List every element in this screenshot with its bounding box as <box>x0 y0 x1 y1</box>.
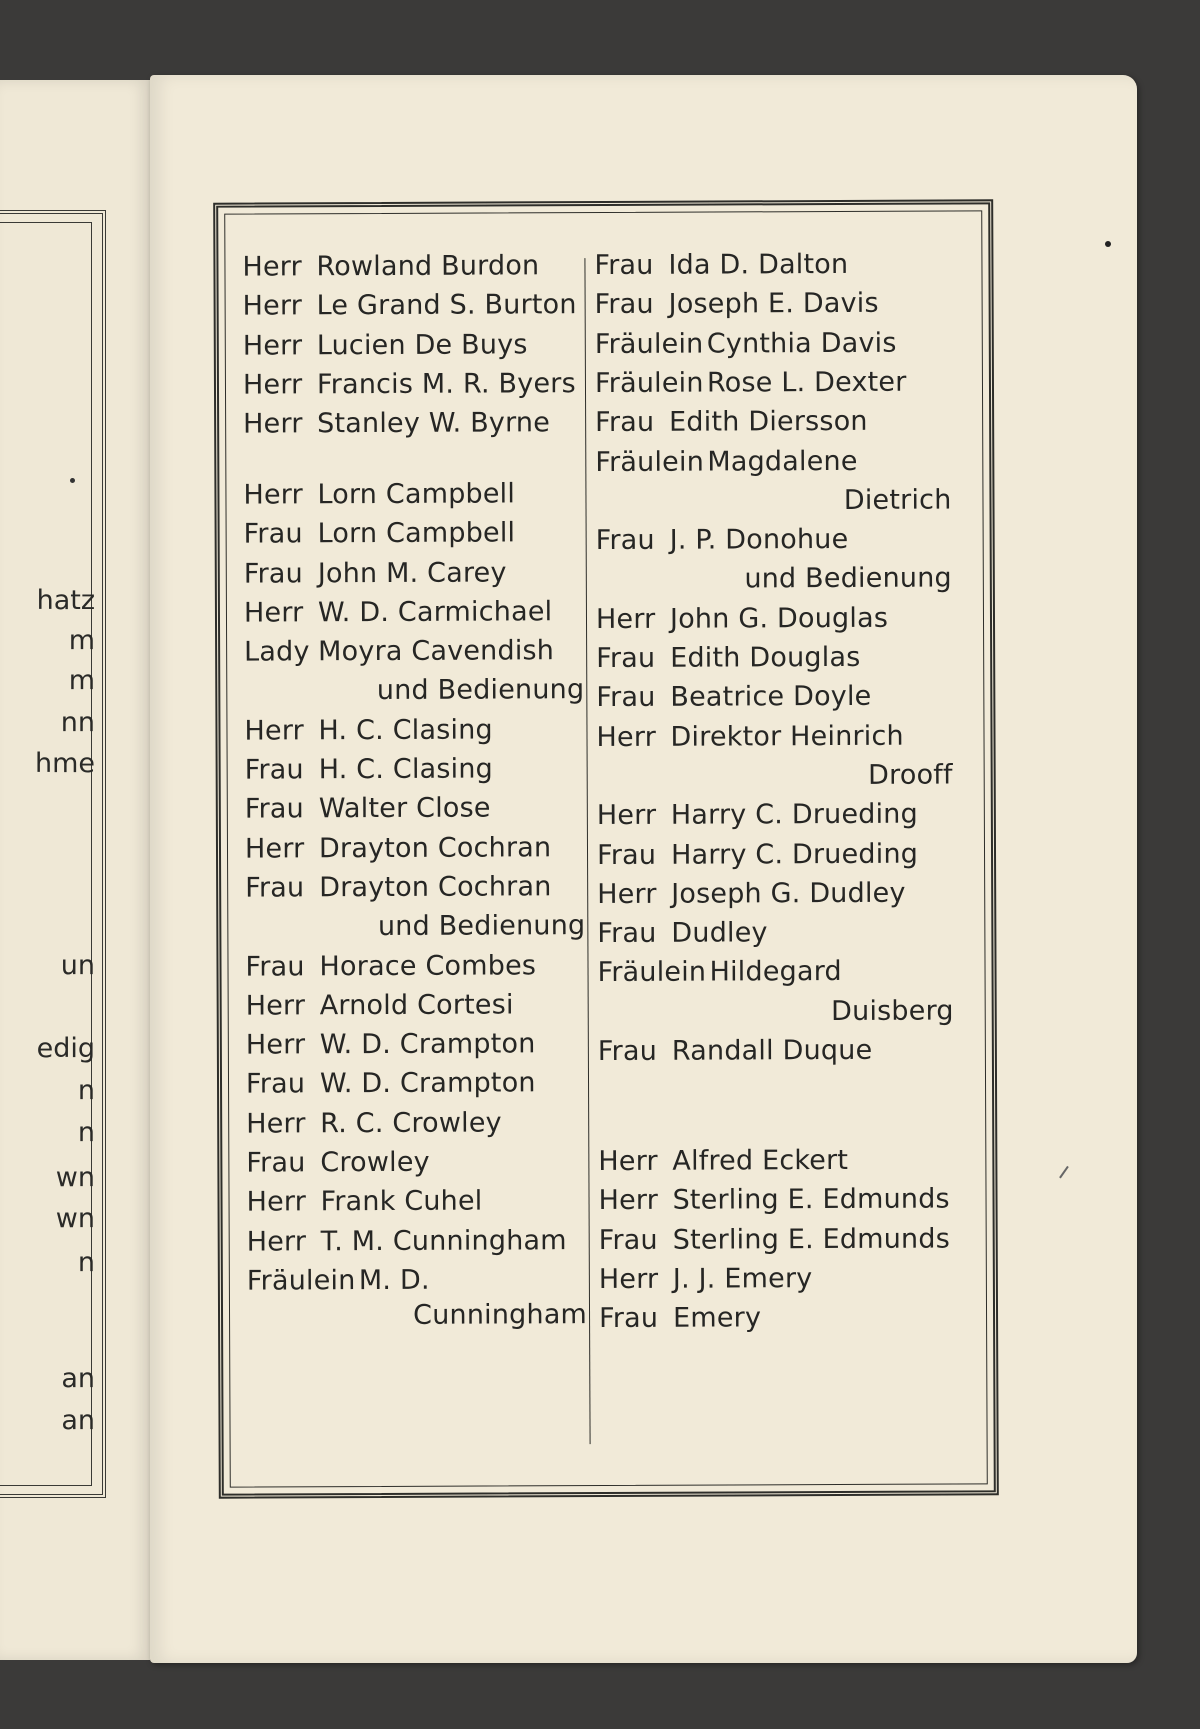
fragment-text: hme <box>34 748 95 779</box>
passenger-name: Moyra Cavendish <box>318 635 555 668</box>
fragment-text: m <box>68 625 95 656</box>
passenger-name: Alfred Eckert <box>672 1144 849 1177</box>
left-page-fragment <box>0 625 95 656</box>
passenger-entry <box>597 832 953 877</box>
passenger-title: Frau <box>243 557 303 590</box>
passenger-title: Frau <box>244 754 304 786</box>
passenger-name: Arnold Cortesi <box>319 989 514 1022</box>
passenger-entry <box>597 793 953 838</box>
passenger-name: Cunningham <box>413 1299 588 1332</box>
fragment-text: n <box>77 1075 95 1106</box>
fragment-text: n <box>77 1247 95 1278</box>
passenger-entry <box>595 360 951 405</box>
passenger-title: Frau <box>597 1035 658 1068</box>
passenger-title: Herr <box>246 1108 306 1140</box>
passenger-entry <box>595 282 951 327</box>
passenger-entry <box>599 1256 955 1301</box>
passenger-entry <box>242 244 582 288</box>
passenger-entry <box>596 675 952 720</box>
left-page-fragment <box>0 748 95 779</box>
left-page-fragment <box>0 665 95 696</box>
passenger-title: Frau <box>597 917 657 950</box>
passenger-entry <box>243 401 583 445</box>
left-page-fragment <box>0 1247 95 1278</box>
passenger-title: Herr <box>598 1145 658 1178</box>
passenger-title: Frau <box>596 642 656 675</box>
passenger-name: Frank Cuhel <box>320 1185 483 1218</box>
passenger-entry <box>597 950 953 995</box>
passenger-name: Rowland Burdon <box>316 250 540 283</box>
passenger-entry <box>244 708 584 752</box>
passenger-name: Dietrich <box>843 484 952 516</box>
passenger-title: Frau <box>245 1068 306 1101</box>
left-page-fragment <box>0 1363 95 1394</box>
passenger-name: und Bedienung <box>377 910 586 943</box>
passenger-entry <box>246 1140 586 1184</box>
fragment-text: m <box>68 665 95 696</box>
passenger-name: Lorn Campbell <box>317 478 516 511</box>
fragment-text: an <box>61 1405 95 1436</box>
passenger-name: J. J. Emery <box>672 1263 813 1295</box>
passenger-title: Fräulein <box>595 446 705 478</box>
passenger-name: Drayton Cochran <box>318 831 552 864</box>
fragment-text: un <box>60 950 95 981</box>
passenger-entry <box>594 242 950 287</box>
passenger-entry <box>245 826 585 870</box>
passenger-title: Frau <box>594 249 654 282</box>
passenger-name: Horace Combes <box>319 949 537 982</box>
left-page-fragment <box>0 950 95 981</box>
passenger-name: W. D. Crampton <box>319 1067 536 1100</box>
passenger-entry <box>244 629 584 673</box>
passenger-entry <box>244 669 584 713</box>
passenger-entry <box>245 747 585 791</box>
passenger-entry <box>599 1217 955 1262</box>
passenger-name: W. D. Carmichael <box>317 596 553 629</box>
passenger-name: Lucien De Buys <box>316 328 528 361</box>
passenger-entry <box>597 753 953 798</box>
passenger-title: Herr <box>246 1186 307 1218</box>
passenger-entry <box>596 518 952 563</box>
passenger-entry <box>243 362 583 406</box>
passenger-title: Herr <box>595 603 656 635</box>
passenger-name: Magdalene <box>707 445 858 478</box>
passenger-entry <box>244 551 584 595</box>
left-page-fragment <box>0 585 95 616</box>
passenger-entry <box>247 1219 587 1263</box>
passenger-entry <box>247 1293 587 1337</box>
left-page-fragment <box>0 1117 95 1148</box>
passenger-title: Herr <box>243 597 304 629</box>
passenger-title: Herr <box>242 369 303 401</box>
passenger-title: Herr <box>243 408 303 440</box>
passenger-entry <box>246 1022 586 1066</box>
left-page-fragment <box>0 1033 95 1064</box>
passenger-name: Joseph E. Davis <box>668 288 879 321</box>
passenger-name: Hildegard <box>709 956 842 988</box>
passenger-title: Frau <box>245 950 305 983</box>
passenger-title: Herr <box>596 799 657 832</box>
passenger-title: Herr <box>242 251 302 283</box>
passenger-entry <box>246 1062 586 1106</box>
left-page <box>0 80 150 1660</box>
passenger-entry <box>598 1028 954 1073</box>
passenger-title: Frau <box>598 1303 659 1335</box>
passenger-name: Le Grand S. Burton <box>316 289 577 322</box>
right-page <box>150 75 1137 1663</box>
passenger-entry <box>595 400 951 445</box>
passenger-entry <box>244 511 584 555</box>
passenger-name: R. C. Crowley <box>320 1107 502 1139</box>
passenger-title: Herr <box>243 479 303 511</box>
passenger-name: Edith Douglas <box>670 641 861 674</box>
passenger-list-frame <box>213 199 999 1498</box>
fragment-text: n <box>77 1117 95 1148</box>
passenger-name: Duisberg <box>831 995 954 1027</box>
passenger-entry <box>243 323 583 367</box>
passenger-name: Lorn Campbell <box>317 517 516 550</box>
fragment-text: edig <box>36 1033 95 1064</box>
passenger-entry <box>598 989 954 1034</box>
passenger-name: und Bedienung <box>744 562 952 595</box>
passenger-title: Lady <box>244 636 310 668</box>
passenger-name: Dudley <box>671 917 768 949</box>
passenger-title: Frau <box>596 682 656 714</box>
passenger-name: Harry C. Drueding <box>670 798 918 831</box>
passenger-name: H. C. Clasing <box>318 753 494 786</box>
passenger-title: Frau <box>594 289 654 321</box>
passenger-title: Herr <box>244 715 305 747</box>
passenger-entry <box>595 321 951 366</box>
passenger-name: Drooff <box>868 759 953 791</box>
passenger-entry <box>245 904 585 948</box>
left-page-fragment <box>0 1203 95 1234</box>
passenger-entry <box>245 944 585 988</box>
passenger-entry <box>243 283 583 327</box>
ink-dot <box>1105 241 1111 247</box>
passenger-entry <box>599 1296 955 1341</box>
passenger-entry <box>598 1178 954 1223</box>
fragment-text: hatz <box>36 585 95 616</box>
passenger-name: Direktor Heinrich <box>670 720 904 753</box>
passenger-name: W. D. Crampton <box>319 1028 536 1061</box>
passenger-title: Herr <box>598 1263 659 1295</box>
passenger-name: Cynthia Davis <box>706 327 897 360</box>
pencil-mark <box>1059 1166 1068 1178</box>
left-page-frame <box>0 210 106 1498</box>
passenger-title: Herr <box>245 990 306 1022</box>
passenger-name: und Bedienung <box>376 674 585 707</box>
passenger-title: Fräulein <box>246 1265 356 1297</box>
passenger-name: Rose L. Dexter <box>706 366 907 399</box>
passenger-title: Frau <box>244 793 305 825</box>
passenger-entry <box>246 983 586 1027</box>
left-page-fragment <box>0 707 95 738</box>
passenger-name: M. D. <box>358 1264 430 1297</box>
left-page-fragment <box>0 1405 95 1436</box>
passenger-title: Fräulein <box>597 956 707 989</box>
passenger-title: Herr <box>596 721 657 753</box>
passenger-title: Herr <box>598 1185 659 1217</box>
passenger-name: Walter Close <box>318 792 491 825</box>
passenger-entry <box>244 590 584 634</box>
passenger-title: Herr <box>242 329 303 362</box>
fragment-text: wn <box>55 1162 95 1193</box>
passenger-title: Frau <box>596 839 657 871</box>
passenger-title: Frau <box>246 1147 306 1179</box>
passenger-title: Herr <box>246 1225 307 1258</box>
passenger-entry <box>596 635 952 680</box>
passenger-entry <box>246 1179 586 1223</box>
left-page-fragment <box>0 1075 95 1106</box>
passenger-title: Herr <box>245 1029 306 1061</box>
fragment-text: an <box>61 1363 95 1394</box>
passenger-title: Herr <box>597 878 657 910</box>
passenger-name: Joseph G. Dudley <box>671 877 906 910</box>
passenger-name: Sterling E. Edmunds <box>672 1223 951 1256</box>
passenger-entry <box>597 871 953 916</box>
left-page-fragment <box>0 1162 95 1193</box>
fragment-text: nn <box>60 707 95 738</box>
passenger-entry <box>598 1139 954 1184</box>
passenger-title: Fräulein <box>594 328 704 360</box>
passenger-name: Ida D. Dalton <box>668 248 849 281</box>
passenger-name: John G. Douglas <box>669 602 889 635</box>
passenger-name: J. P. Donohue <box>669 524 849 556</box>
passenger-name: Sterling E. Edmunds <box>672 1183 950 1217</box>
passenger-title: Frau <box>245 872 305 904</box>
passenger-name: Beatrice Doyle <box>670 681 872 714</box>
passenger-title: Frau <box>598 1224 658 1256</box>
fragment-text: wn <box>55 1203 95 1234</box>
passenger-entry <box>595 478 951 523</box>
passenger-entry <box>245 786 585 830</box>
ink-dot <box>70 478 75 483</box>
passenger-entry <box>597 911 953 956</box>
passenger-entry <box>245 865 585 909</box>
passenger-name: T. M. Cunningham <box>320 1224 567 1257</box>
passenger-name: Drayton Cochran <box>319 871 552 904</box>
passenger-entry <box>596 596 952 641</box>
passenger-name: Stanley W. Byrne <box>317 407 551 440</box>
passenger-title: Frau <box>595 406 655 439</box>
passenger-title: Frau <box>595 524 655 557</box>
passenger-title: Herr <box>244 832 305 865</box>
passenger-title: Herr <box>242 290 303 322</box>
passenger-name: John M. Carey <box>317 556 507 589</box>
passenger-name: Randall Duque <box>671 1034 873 1067</box>
passenger-name: Harry C. Drueding <box>670 838 919 871</box>
passenger-name: Francis M. R. Byers <box>316 368 576 401</box>
passenger-name: H. C. Clasing <box>318 714 493 746</box>
passenger-entry <box>246 1101 586 1145</box>
passenger-name: Edith Diersson <box>669 406 868 438</box>
passenger-name: Emery <box>672 1302 762 1334</box>
passenger-title: Frau <box>243 518 303 550</box>
passenger-entry <box>243 472 583 516</box>
passenger-entry <box>596 557 952 602</box>
passenger-name: Crowley <box>320 1146 430 1179</box>
passenger-entry <box>596 714 952 759</box>
passenger-title: Fräulein <box>594 367 704 399</box>
passenger-entry <box>595 439 951 484</box>
